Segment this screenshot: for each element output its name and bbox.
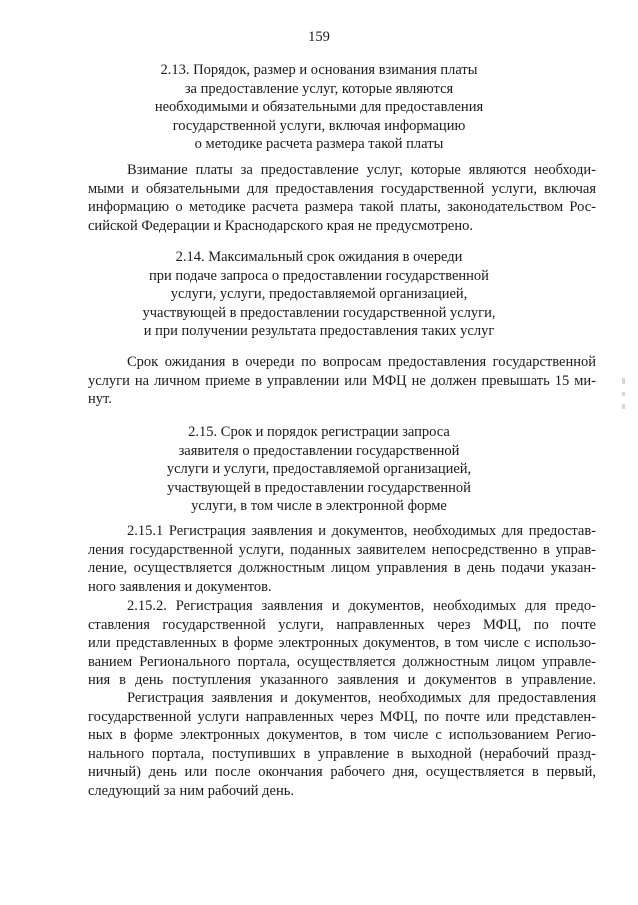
heading-line: 2.14. Максимальный срок ожидания в очереди xyxy=(175,249,463,265)
section-2-15-1-paragraph xyxy=(88,522,596,596)
paragraph-line: информацию о методике расчета размера такой платы, законодательством Рос- xyxy=(88,199,596,216)
heading-line: заявителя о предоставлении государственной xyxy=(178,442,460,459)
section-2-13-paragraph xyxy=(88,161,596,235)
paragraph-line: Регистрация заявления и документов, необходимых для предоставления xyxy=(127,690,596,706)
heading-line: услуги и услуги, предоставляемой организацией, xyxy=(166,461,472,478)
heading-line: государственной услуги, включая информацию xyxy=(172,117,466,134)
heading-line: о методике расчета размера такой платы xyxy=(194,136,444,153)
paragraph-line: 2.15.2. Регистрация заявления и документов, необходимых для предо- xyxy=(127,598,596,614)
heading-line: 2.13. Порядок, размер и основания взимания платы xyxy=(160,62,478,78)
paragraph-line: услуги на личном приеме в управлении или МФЦ не должен превышать 15 ми- xyxy=(88,372,596,389)
paragraph-line: нального портала, поступивших в управление в выходной (нерабочий празд- xyxy=(88,745,596,762)
heading-line: участвующей в предоставлении государственной услуги, xyxy=(142,304,496,321)
paragraph-line: ставления государственной услуги, направленных через МФЦ, по почте xyxy=(88,616,596,633)
paragraph-line: ного заявления и документов. xyxy=(88,578,272,595)
heading-line: за предоставление услуг, которые являются xyxy=(184,80,454,97)
paragraph-line: нут. xyxy=(88,391,112,408)
section-2-15-2-paragraph xyxy=(88,597,596,690)
heading-line: 2.15. Срок и порядок регистрации запроса xyxy=(188,424,450,440)
paragraph-line: ления государственной услуги, поданных заявителем непосредственно в управ- xyxy=(88,541,596,558)
heading-line: при подаче запроса о предоставлении государственной xyxy=(149,267,489,284)
paragraph-line: следующий за ним рабочий день. xyxy=(88,782,294,799)
heading-line: необходимыми и обязательными для предоставления xyxy=(154,99,484,116)
scan-mark xyxy=(622,378,625,384)
section-2-14-paragraph xyxy=(88,353,596,409)
paragraph-line: ных в форме электронных документов, в том числе с использованием Регио- xyxy=(88,727,596,744)
paragraph-line: ния в день поступления указанного заявления и документов в управление. xyxy=(88,672,596,689)
paragraph-line: государственной услуги направленных через МФЦ, по почте или представлен- xyxy=(88,708,596,725)
section-2-14-heading xyxy=(0,248,638,341)
scan-mark xyxy=(622,404,625,409)
page-number: 159 xyxy=(308,29,330,45)
paragraph-line: ванием Регионального портала, осуществляется должностным лицом управле- xyxy=(88,653,596,670)
paragraph-line: или представленных в форме электронных документов, в том числе с использо- xyxy=(88,635,596,652)
heading-line: услуги, услуги, предоставляемой организацией, xyxy=(170,286,468,303)
paragraph-line: 2.15.1 Регистрация заявления и документов, необходимых для предостав- xyxy=(127,523,596,539)
paragraph-line: Срок ожидания в очереди по вопросам предоставления государственной xyxy=(127,354,596,370)
scan-mark xyxy=(622,392,625,396)
paragraph-line: ление, осуществляется должностным лицом управления в день подачи указан- xyxy=(88,560,596,577)
paragraph-line: Взимание платы за предоставление услуг, которые являются необходи- xyxy=(127,162,596,178)
heading-line: и при получении результата предоставления таких услуг xyxy=(143,323,495,340)
section-2-15-heading xyxy=(0,423,638,516)
heading-line: участвующей в предоставлении государственной xyxy=(167,479,471,496)
heading-line: услуги, в том числе в электронной форме xyxy=(191,498,447,515)
paragraph-line: сийской Федерации и Краснодарского края не предусмотрено. xyxy=(88,217,473,234)
paragraph-line: ничный) день или после окончания рабочего дня, осуществляется в первый, xyxy=(88,764,596,781)
section-2-13-heading xyxy=(0,61,638,154)
paragraph-line: мыми и обязательными для предоставления государственной услуги, включая xyxy=(88,180,596,197)
registration-weekend-paragraph xyxy=(88,689,596,801)
